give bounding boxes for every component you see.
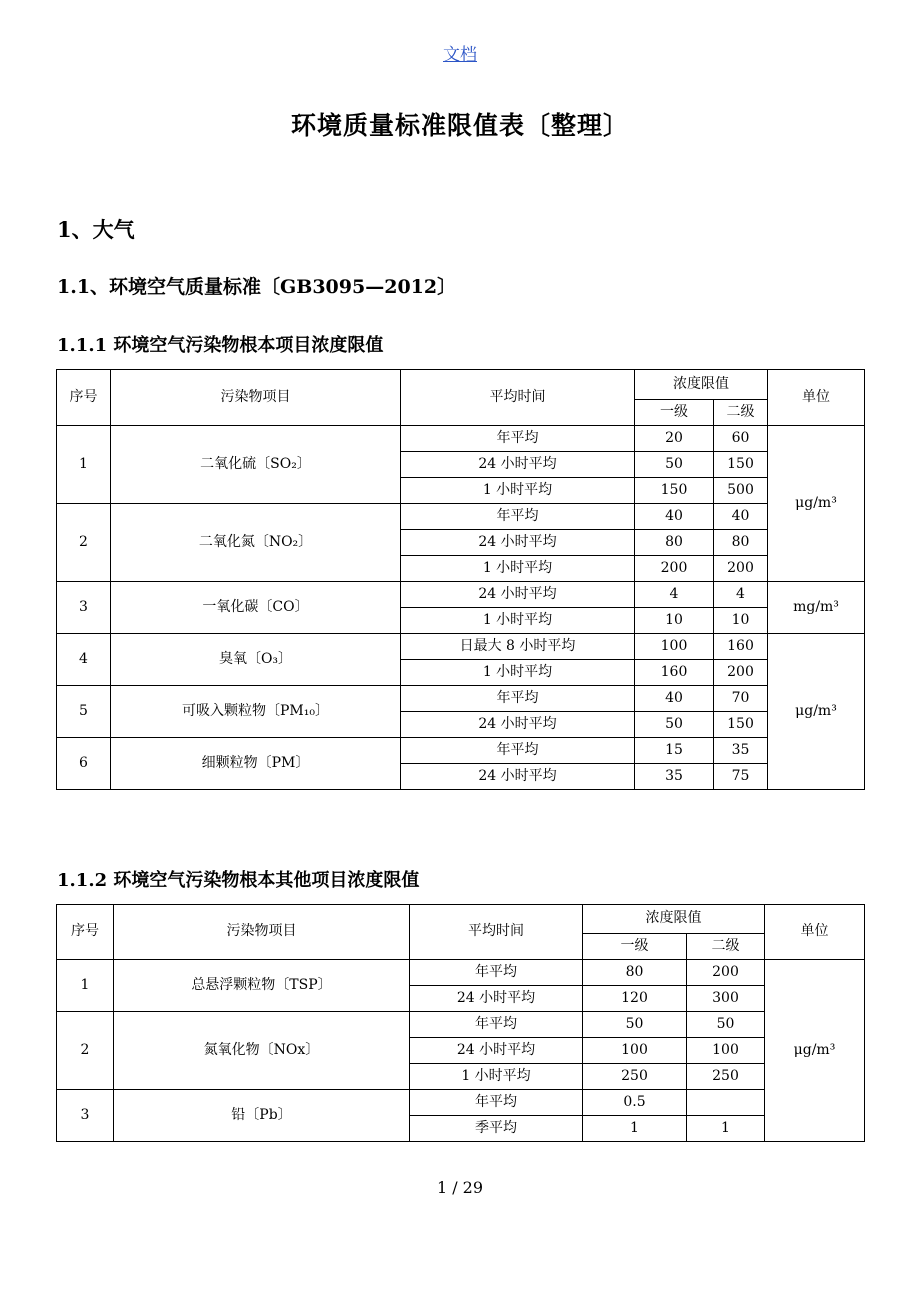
row-no: 2 <box>57 1012 114 1090</box>
table-row <box>57 960 865 986</box>
avg-time: 日最大 8 小时平均 <box>401 634 635 660</box>
row-no: 1 <box>57 426 111 504</box>
row-no: 5 <box>57 686 111 738</box>
avg-time: 1 小时平均 <box>401 660 635 686</box>
grade1-value: 100 <box>635 634 714 660</box>
section-heading-1-1: 1.1、环境空气质量标准〔GB3095—2012〕 <box>57 276 457 298</box>
avg-time: 24 小时平均 <box>401 582 635 608</box>
grade1-value: 250 <box>583 1064 687 1090</box>
grade1-value: 200 <box>635 556 714 582</box>
unit-cell: μg/m³ <box>768 634 865 790</box>
grade2-value: 40 <box>714 504 768 530</box>
avg-time: 24 小时平均 <box>401 712 635 738</box>
table-row <box>57 1090 865 1116</box>
row-no: 6 <box>57 738 111 790</box>
header-grade2: 二级 <box>714 400 768 426</box>
header-link[interactable]: 文档 <box>443 45 477 65</box>
section-heading-1: 1、大气 <box>57 217 135 242</box>
pollutant-name: 二氧化氮〔NO₂〕 <box>111 504 401 582</box>
grade2-value: 200 <box>687 960 765 986</box>
avg-time: 季平均 <box>410 1116 583 1142</box>
grade1-value: 10 <box>635 608 714 634</box>
row-no: 1 <box>57 960 114 1012</box>
header-unit: 单位 <box>768 370 865 426</box>
grade1-value: 35 <box>635 764 714 790</box>
header-item: 污染物项目 <box>111 370 401 426</box>
table-row <box>57 582 865 608</box>
avg-time: 1 小时平均 <box>401 478 635 504</box>
pollutant-name: 臭氧〔O₃〕 <box>111 634 401 686</box>
avg-time: 24 小时平均 <box>401 530 635 556</box>
page-number: 1 / 29 <box>436 1178 484 1197</box>
grade1-value: 160 <box>635 660 714 686</box>
avg-time: 年平均 <box>401 738 635 764</box>
header-time: 平均时间 <box>401 370 635 426</box>
unit-cell: μg/m³ <box>765 960 865 1142</box>
grade1-value: 150 <box>635 478 714 504</box>
section-heading-1-1-1: 1.1.1 环境空气污染物根本项目浓度限值 <box>57 335 384 356</box>
table-row <box>57 426 865 452</box>
avg-time: 1 小时平均 <box>410 1064 583 1090</box>
header-limit: 浓度限值 <box>583 905 765 934</box>
grade2-value: 70 <box>714 686 768 712</box>
pollutant-name: 可吸入颗粒物〔PM₁₀〕 <box>111 686 401 738</box>
table-row <box>57 504 865 530</box>
grade2-value: 160 <box>714 634 768 660</box>
grade1-value: 15 <box>635 738 714 764</box>
avg-time: 24 小时平均 <box>410 986 583 1012</box>
grade2-value: 50 <box>687 1012 765 1038</box>
pollutant-name: 总悬浮颗粒物〔TSP〕 <box>114 960 410 1012</box>
header-no: 序号 <box>57 905 114 960</box>
grade1-value: 40 <box>635 686 714 712</box>
grade2-value: 1 <box>687 1116 765 1142</box>
table-row <box>57 738 865 764</box>
header-time: 平均时间 <box>410 905 583 960</box>
grade2-value: 200 <box>714 660 768 686</box>
header-grade1: 一级 <box>583 934 687 960</box>
grade1-value: 1 <box>583 1116 687 1142</box>
grade2-value: 60 <box>714 426 768 452</box>
other-pollutants-table <box>56 904 865 1142</box>
grade2-value: 150 <box>714 712 768 738</box>
header-item: 污染物项目 <box>114 905 410 960</box>
header-unit: 单位 <box>765 905 865 960</box>
grade2-value: 35 <box>714 738 768 764</box>
avg-time: 24 小时平均 <box>410 1038 583 1064</box>
grade2-value: 10 <box>714 608 768 634</box>
unit-cell: mg/m³ <box>768 582 865 634</box>
grade2-value: 200 <box>714 556 768 582</box>
row-no: 3 <box>57 1090 114 1142</box>
table-row <box>57 1012 865 1038</box>
unit-cell: μg/m³ <box>768 426 865 582</box>
header-limit: 浓度限值 <box>635 370 768 400</box>
grade2-value: 4 <box>714 582 768 608</box>
avg-time: 年平均 <box>401 504 635 530</box>
avg-time: 24 小时平均 <box>401 764 635 790</box>
grade1-value: 4 <box>635 582 714 608</box>
grade1-value: 50 <box>583 1012 687 1038</box>
row-no: 4 <box>57 634 111 686</box>
avg-time: 24 小时平均 <box>401 452 635 478</box>
grade2-value: 75 <box>714 764 768 790</box>
avg-time: 年平均 <box>401 686 635 712</box>
basic-pollutants-table <box>56 369 865 790</box>
grade2-value: 300 <box>687 986 765 1012</box>
avg-time: 1 小时平均 <box>401 608 635 634</box>
avg-time: 1 小时平均 <box>401 556 635 582</box>
pollutant-name: 一氧化碳〔CO〕 <box>111 582 401 634</box>
header-grade1: 一级 <box>635 400 714 426</box>
grade1-value: 120 <box>583 986 687 1012</box>
grade2-value: 100 <box>687 1038 765 1064</box>
grade1-value: 50 <box>635 712 714 738</box>
section-heading-1-1-2: 1.1.2 环境空气污染物根本其他项目浓度限值 <box>57 870 420 891</box>
pollutant-name: 细颗粒物〔PM〕 <box>111 738 401 790</box>
avg-time: 年平均 <box>410 1090 583 1116</box>
avg-time: 年平均 <box>401 426 635 452</box>
header-no: 序号 <box>57 370 111 426</box>
pollutant-name: 二氧化硫〔SO₂〕 <box>111 426 401 504</box>
grade1-value: 100 <box>583 1038 687 1064</box>
header-grade2: 二级 <box>687 934 765 960</box>
grade1-value: 40 <box>635 504 714 530</box>
grade2-value: 500 <box>714 478 768 504</box>
grade2-value <box>687 1090 765 1116</box>
document-title: 环境质量标准限值表〔整理〕 <box>290 111 629 140</box>
grade2-value: 80 <box>714 530 768 556</box>
table-row <box>57 686 865 712</box>
grade1-value: 50 <box>635 452 714 478</box>
pollutant-name: 氮氧化物〔NOx〕 <box>114 1012 410 1090</box>
grade1-value: 80 <box>583 960 687 986</box>
table-row <box>57 634 865 660</box>
pollutant-name: 铅〔Pb〕 <box>114 1090 410 1142</box>
row-no: 3 <box>57 582 111 634</box>
grade2-value: 250 <box>687 1064 765 1090</box>
grade1-value: 20 <box>635 426 714 452</box>
row-no: 2 <box>57 504 111 582</box>
grade2-value: 150 <box>714 452 768 478</box>
avg-time: 年平均 <box>410 1012 583 1038</box>
grade1-value: 0.5 <box>583 1090 687 1116</box>
grade1-value: 80 <box>635 530 714 556</box>
avg-time: 年平均 <box>410 960 583 986</box>
